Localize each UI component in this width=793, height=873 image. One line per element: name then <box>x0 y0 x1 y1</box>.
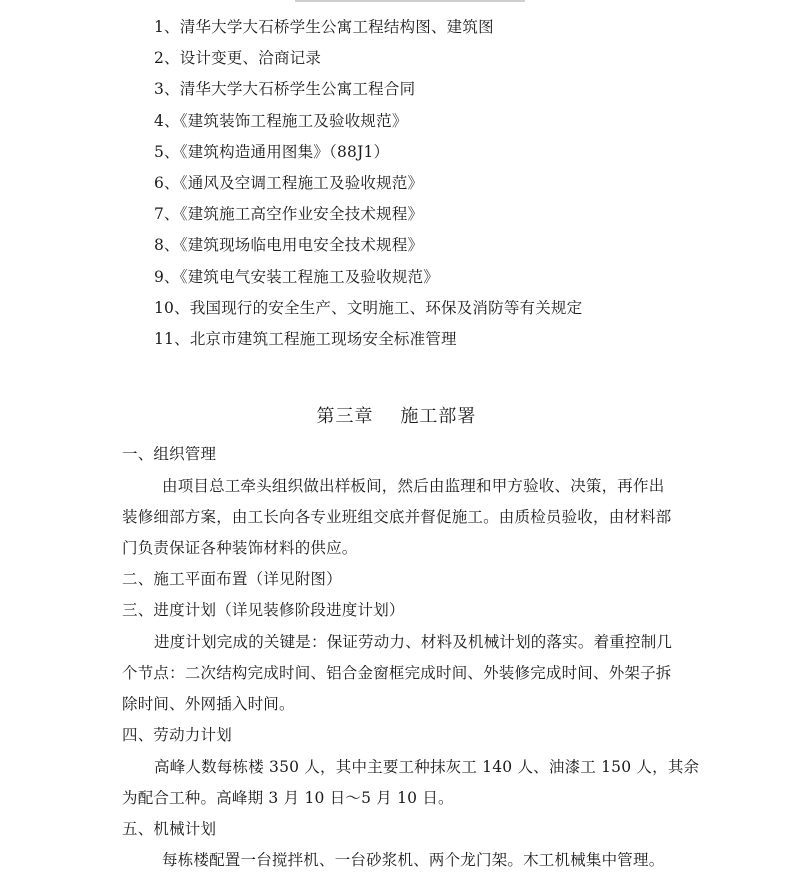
paragraph-line: 高峰人数每栋楼 350 人，其中主要工种抹灰工 140 人、油漆工 150 人，其余 <box>154 758 700 776</box>
reference-item: 9、《建筑电气安装工程施工及验收规范》 <box>154 268 439 286</box>
section-heading-layout: 二、施工平面布置（详见附图） <box>122 570 342 588</box>
section-heading-machinery: 五、机械计划 <box>122 820 217 838</box>
paragraph-line: 除时间、外网插入时间。 <box>122 695 295 713</box>
reference-item: 6、《通风及空调工程施工及验收规范》 <box>154 174 424 192</box>
paragraph-line: 为配合工种。高峰期 3 月 10 日～5 月 10 日。 <box>122 789 454 807</box>
reference-item: 1、清华大学大石桥学生公寓工程结构图、建筑图 <box>154 18 494 36</box>
section-heading-labor: 四、劳动力计划 <box>122 726 232 744</box>
top-cut-off-line <box>295 0 525 2</box>
reference-item: 2、设计变更、洽商记录 <box>154 49 322 67</box>
reference-item: 10、我国现行的安全生产、文明施工、环保及消防等有关规定 <box>154 299 583 317</box>
chapter-title: 第三章 施工部署 <box>316 406 477 427</box>
paragraph-line: 每栋楼配置一台搅拌机、一台砂浆机、两个龙门架。木工机械集中管理。 <box>162 851 665 869</box>
reference-item: 11、北京市建筑工程施工现场安全标准管理 <box>154 330 457 348</box>
paragraph-line: 进度计划完成的关键是：保证劳动力、材料及机械计划的落实。着重控制几 <box>154 633 673 651</box>
reference-item: 5、《建筑构造通用图集》（88J1） <box>154 143 390 161</box>
reference-item: 3、清华大学大石桥学生公寓工程合同 <box>154 80 416 98</box>
section-heading-org: 一、组织管理 <box>122 445 217 463</box>
paragraph-line: 由项目总工牵头组织做出样板间，然后由监理和甲方验收、决策，再作出 <box>162 477 665 495</box>
section-heading-schedule: 三、进度计划（详见装修阶段进度计划） <box>122 601 405 619</box>
reference-item: 7、《建筑施工高空作业安全技术规程》 <box>154 205 424 223</box>
paragraph-line: 个节点：二次结构完成时间、铝合金窗框完成时间、外装修完成时间、外架子拆 <box>122 664 672 682</box>
reference-item: 8、《建筑现场临电用电安全技术规程》 <box>154 236 424 254</box>
paragraph-line: 门负责保证各种装饰材料的供应。 <box>122 539 358 557</box>
paragraph-line: 装修细部方案，由工长向各专业班组交底并督促施工。由质检员验收，由材料部 <box>122 508 672 526</box>
reference-item: 4、《建筑装饰工程施工及验收规范》 <box>154 112 408 130</box>
